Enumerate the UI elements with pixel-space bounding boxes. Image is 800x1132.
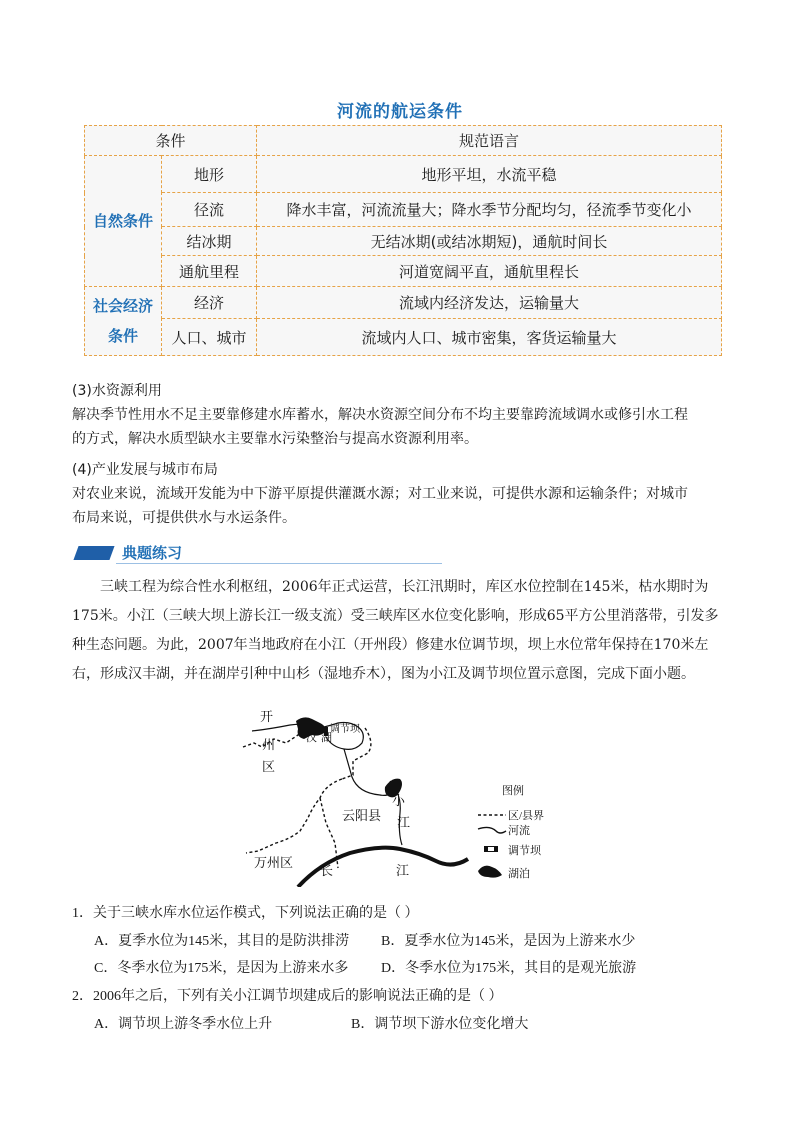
question-1-option-a[interactable]: A．夏季水位为145米，其目的是防洪排涝 [94,934,350,949]
question-2-stem: 2．2006年之后，下列有关小江调节坝建成后的影响说法正确的是（ ） [72,989,503,1004]
section-heading: (4)产业发展与城市布局 [72,462,218,478]
map-label-xiao: 小 [392,793,406,808]
header-condition: 条件 [85,126,257,156]
map-label-jiang-small: 江 [397,815,411,830]
section-underline [116,563,442,564]
table-header-row [85,126,722,156]
row-desc: 降水丰富，河流流量大；降水季节分配均匀，径流季节变化小 [257,193,722,227]
map-label-han: 汉 [306,732,317,744]
question-1-stem: 1．关于三峡水库水位运作模式，下列说法正确的是（ ） [72,906,419,921]
row-desc: 地形平坦，水流平稳 [257,156,722,193]
map-label-kai: 开 [260,709,274,724]
map-label-jiang-big: 江 [396,863,410,878]
row-item: 地形 [162,156,257,193]
question-1-option-c[interactable]: C．冬季水位为175米，是因为上游来水多 [94,961,349,976]
map-label-wanzhou: 万州区 [254,855,294,870]
row-desc: 无结冰期(或结冰期短)，通航时间长 [257,227,722,256]
row-item: 径流 [162,193,257,227]
paragraph-line: 解决季节性用水不足主要靠修建水库蓄水，解决水资源空间分布不均主要靠跨流域调水或修引水工程 [72,407,688,423]
table-row [85,193,722,227]
legend-dam-label: 调节坝 [508,845,541,857]
legend-border-label: 区/县界 [508,810,545,822]
map-label-dam: 调节坝 [330,724,360,735]
industry-section [72,458,732,530]
map-label-qu: 区 [262,759,276,774]
navigation-conditions-table [84,125,722,356]
map-label-chang: 长 [320,863,334,878]
legend-title: 图例 [502,785,524,797]
section-header [72,542,372,564]
paragraph-line: 的方式，解决水质型缺水主要靠水污染整治与提高水资源利用率。 [72,431,478,447]
row-desc: 流域内经济发达，运输量大 [257,287,722,319]
row-desc: 流域内人口、城市密集，客货运输量大 [257,319,722,356]
water-resource-section [72,379,732,451]
question-2-option-b[interactable]: B．调节坝下游水位变化增大 [351,1017,529,1032]
table-row [85,256,722,287]
table-row [85,227,722,256]
question-2-option-a[interactable]: A．调节坝上游冬季水位上升 [94,1017,273,1032]
xiaojiang-map [240,703,570,887]
category-social-line2: 条件 [107,327,138,345]
map-label-hu: 湖 [321,732,332,744]
table-row [85,156,722,193]
table-row [85,287,722,319]
question-1-option-b[interactable]: B．夏季水位为145米，是因为上游来水少 [381,934,636,949]
legend-dam-icon-inner [488,847,494,851]
paragraph-line: 布局来说，可提供供水与水运条件。 [72,510,296,526]
section-heading: (3)水资源利用 [72,383,162,399]
map-label-zhou: 州 [262,737,276,752]
category-social-line1: 社会经济 [92,297,153,315]
row-item: 通航里程 [162,256,257,287]
question-intro: 三峡工程为综合性水利枢纽，2006年正式运营，长江汛期时，库区水位控制在145米，枯水期时为175米。小江（三峡大坝上游长江一级支流）受三峡库区水位变化影响，形成65平方公里消落带，引发多种生态问题。为此，2007年当地政府在小江（开州段）修建水位调节坝，坝上水位常年保持在170米左右，形成汉丰湖，并在湖岸引种中山杉（湿地乔木），图为小江及调节坝位置示意图，完成下面小题。 [72,579,719,682]
map-label-yunyang: 云阳县 [342,808,382,823]
legend-lake-label: 湖泊 [508,868,530,880]
legend-river-icon [478,827,506,833]
row-item: 人口、城市 [162,319,257,356]
section-title: 典题练习 [122,544,183,562]
row-item: 结冰期 [162,227,257,256]
legend-river-label: 河流 [508,825,530,837]
header-standard-language: 规范语言 [257,126,722,156]
section-marker-icon [73,546,114,560]
category-natural: 自然条件 [85,156,162,287]
table-row [85,319,722,356]
row-item: 经济 [162,287,257,319]
question-1-option-d[interactable]: D．冬季水位为175米，其目的是观光旅游 [381,961,637,976]
row-desc: 河道宽阔平直，通航里程长 [257,256,722,287]
paragraph-line: 对农业来说，流域开发能为中下游平原提供灌溉水源；对工业来说，可提供水源和运输条件；对城市 [72,486,688,502]
table-title: 河流的航运条件 [337,102,463,122]
legend-lake-icon [478,866,502,878]
category-social-economic [85,287,162,356]
